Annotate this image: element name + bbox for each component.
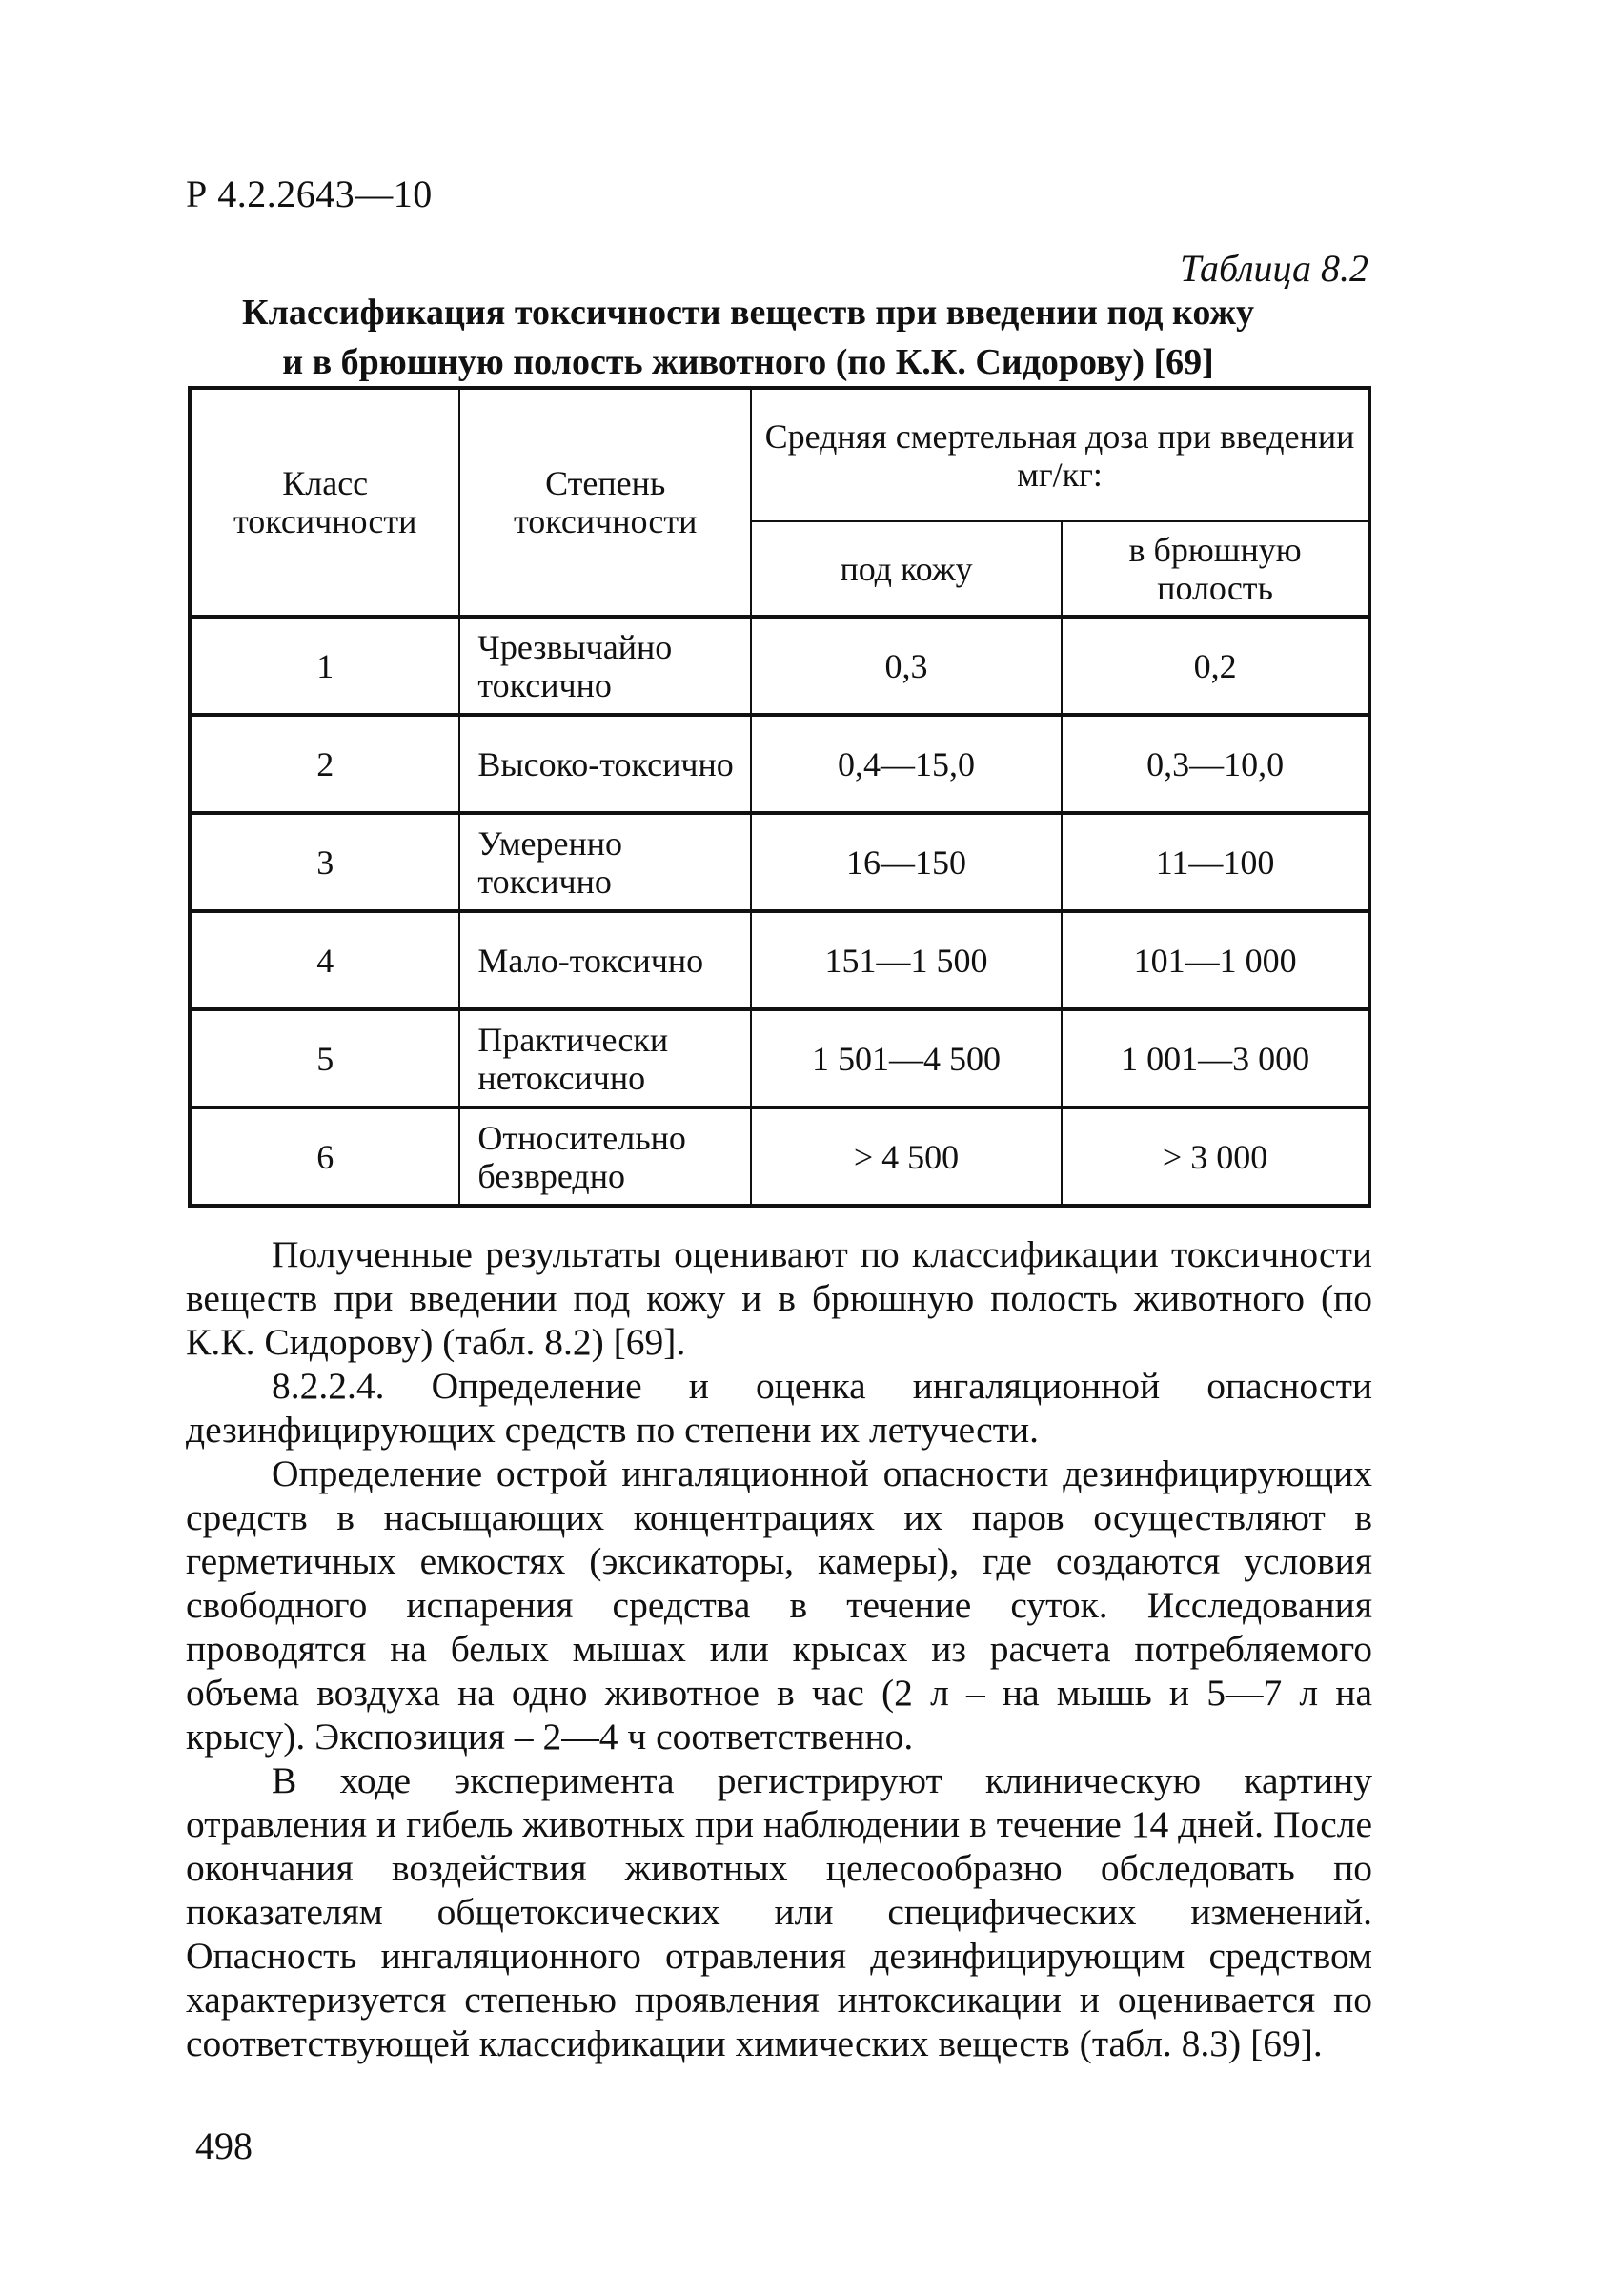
- cell-subcutaneous: 16—150: [751, 813, 1062, 911]
- cell-subcutaneous: 1 501—4 500: [751, 1009, 1062, 1107]
- cell-subcutaneous: 0,4—15,0: [751, 715, 1062, 813]
- cell-class: 4: [190, 911, 459, 1009]
- cell-abdominal: 101—1 000: [1062, 911, 1369, 1009]
- table-caption: [186, 288, 1310, 387]
- cell-abdominal: 0,2: [1062, 617, 1369, 715]
- table-row: [190, 1009, 1369, 1107]
- cell-subcutaneous: > 4 500: [751, 1107, 1062, 1206]
- paragraph: Полученные результаты оценивают по классификации токсичности веществ при введении под кожу и в брюшную полость животного (по К.К. Сидорову) (табл. 8.2) [69].: [186, 1233, 1372, 1363]
- cell-subcutaneous: 0,3: [751, 617, 1062, 715]
- table-row: [190, 1107, 1369, 1206]
- table-row: [190, 617, 1369, 715]
- toxicity-table: [188, 386, 1371, 1208]
- cell-degree: Умеренно токсично: [459, 813, 751, 911]
- header-class: Класс токсичности: [190, 388, 459, 617]
- cell-abdominal: 1 001—3 000: [1062, 1009, 1369, 1107]
- cell-subcutaneous: 151—1 500: [751, 911, 1062, 1009]
- document-code: Р 4.2.2643—10: [186, 173, 433, 215]
- cell-class: 6: [190, 1107, 459, 1206]
- cell-degree: Чрезвычайно токсично: [459, 617, 751, 715]
- paragraph: В ходе эксперимента регистрируют клиническую картину отравления и гибель животных при наблюдении в течение 14 дней. После окончания воздействия животных целесообразно обследовать по показателям общетоксических или специфических изменений. Опасность ингаляционного отравления дезинфицирующим средством характеризуется степенью проявления интоксикации и оценивается по соответствующей классификации химических веществ (табл. 8.3) [69].: [186, 1759, 1372, 2064]
- cell-class: 3: [190, 813, 459, 911]
- paragraph: Определение острой ингаляционной опасности дезинфицирующих средств в насыщающих концентрациях их паров осуществляют в герметичных емкостях (эксикаторы, камеры), где создаются условия свободного испарения средства в течение суток. Исследования проводятся на белых мышах или крысах из расчета потребляемого объема воздуха на одно животное в час (2 л – на мышь и 5—7 л на крысу). Экспозиция – 2—4 ч соответственно.: [186, 1453, 1372, 1758]
- page-number: 498: [195, 2124, 253, 2167]
- table-caption-line-1: Классификация токсичности веществ при введении под кожу: [242, 293, 1254, 333]
- body-text: [186, 1232, 1372, 2065]
- header-abdominal: в брюшную полость: [1062, 521, 1369, 617]
- table-row: [190, 911, 1369, 1009]
- table-caption-line-2: и в брюшную полость животного (по К.К. Сидорову) [69]: [282, 342, 1214, 382]
- cell-abdominal: 0,3—10,0: [1062, 715, 1369, 813]
- table-row: [190, 813, 1369, 911]
- table-row: [190, 715, 1369, 813]
- cell-degree: Относительно безвредно: [459, 1107, 751, 1206]
- cell-class: 1: [190, 617, 459, 715]
- cell-class: 2: [190, 715, 459, 813]
- header-lethal-dose: Средняя смертельная доза при введении мг/кг:: [751, 388, 1369, 521]
- cell-abdominal: 11—100: [1062, 813, 1369, 911]
- cell-class: 5: [190, 1009, 459, 1107]
- cell-abdominal: > 3 000: [1062, 1107, 1369, 1206]
- cell-degree: Высоко-токсично: [459, 715, 751, 813]
- paragraph: 8.2.2.4. Определение и оценка ингаляционной опасности дезинфицирующих средств по степени их летучести.: [186, 1365, 1372, 1451]
- cell-degree: Мало-токсично: [459, 911, 751, 1009]
- header-subcutaneous: под кожу: [751, 521, 1062, 617]
- table-number: Таблица 8.2: [1180, 247, 1368, 290]
- header-degree: Степень токсичности: [459, 388, 751, 617]
- cell-degree: Практически нетоксично: [459, 1009, 751, 1107]
